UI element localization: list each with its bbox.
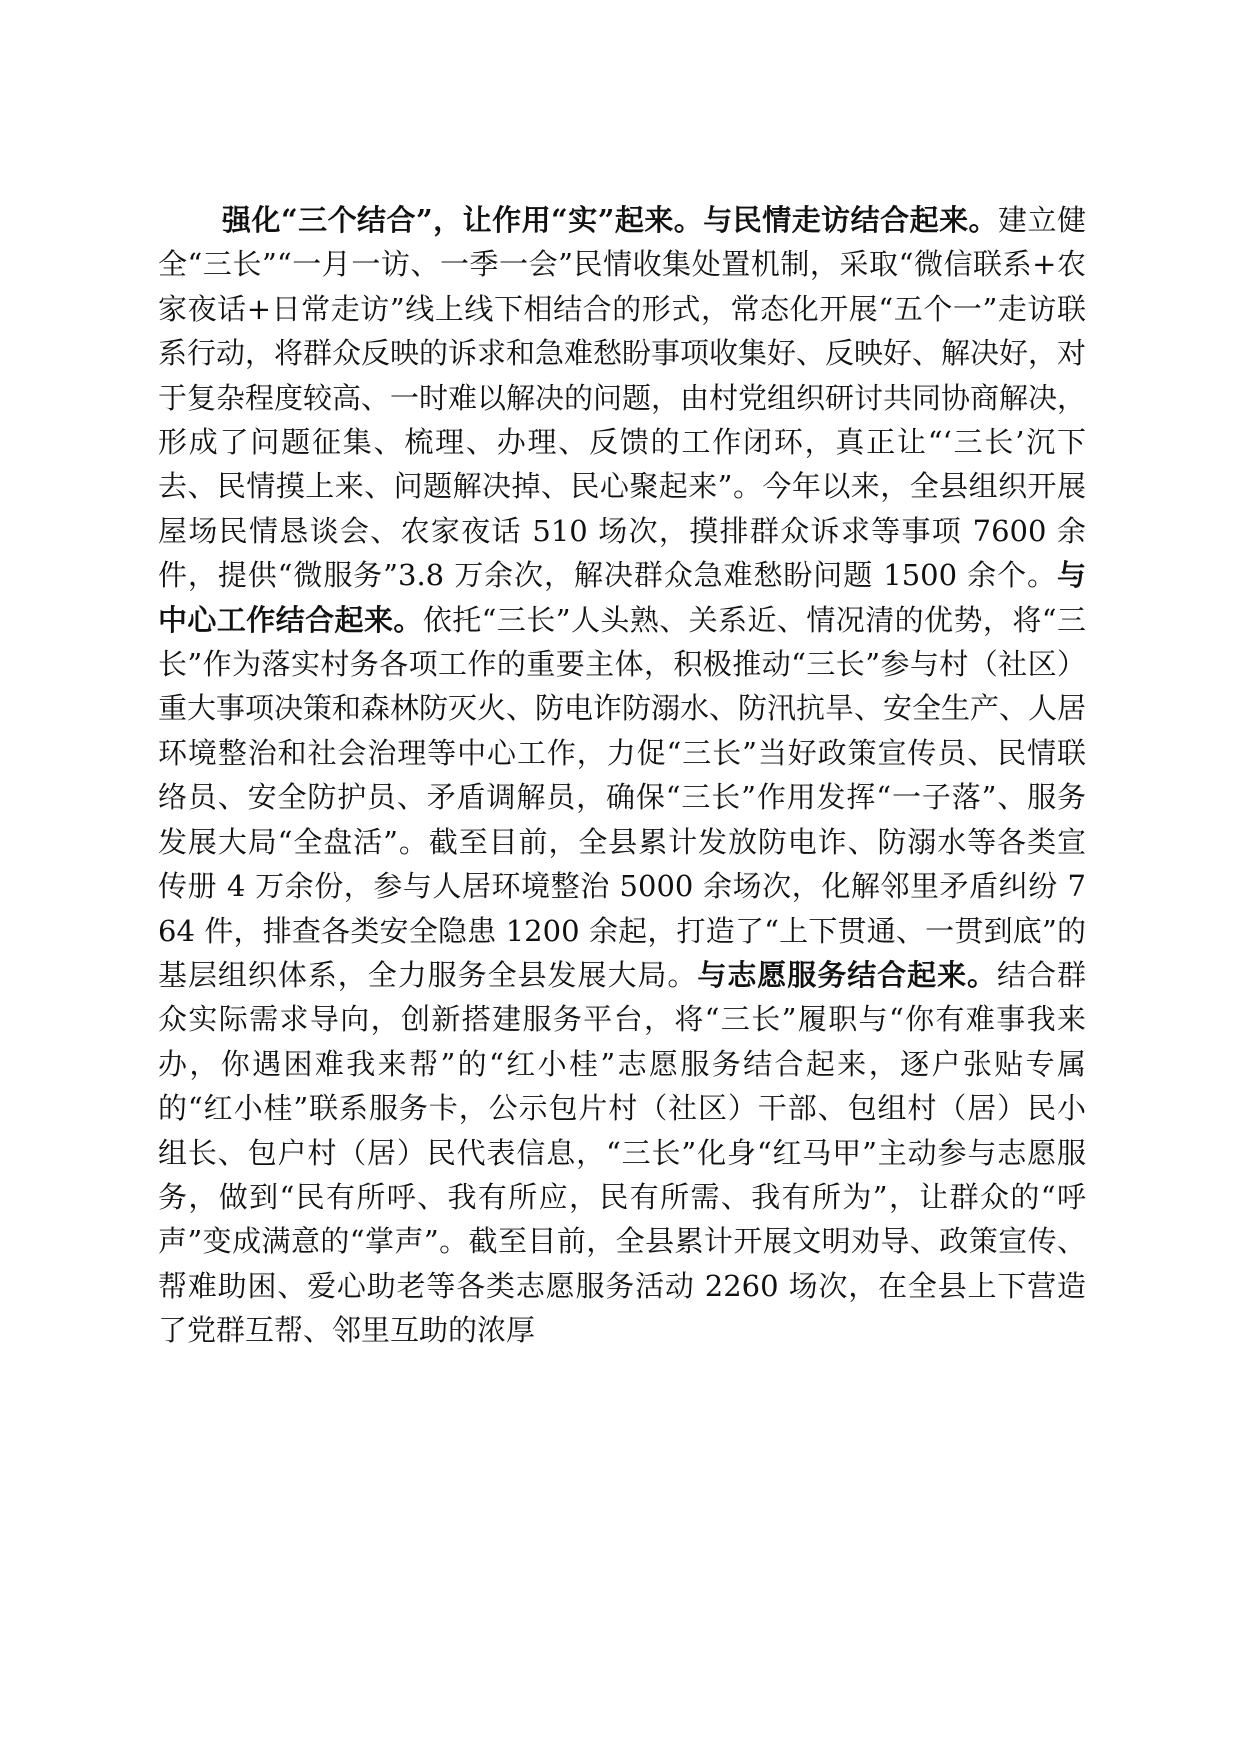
text-volunteer: 结合群众实际需求导向，创新搭建服务平台，将“三长”履职与“你有难事我来办，你遇困难我来帮”的“红小桂”志愿服务结合起来，逐户张贴专属的“红小桂”联系服务卡，公示包片村（社区）干部、包组村（居）民小组长、包户村（居）民代表信息，“三长”化身“红马甲”主动参与志愿服务，做到“民有所呼、我有所应，民有所需、我有所为”，让群众的“呼声”变成满意的“掌声”。截至目前，全县累计开展文明劝导、政策宣传、帮难助困、爱心助老等各类志愿服务活动 2260 场次，在全县上下营造了党群互帮、邻里互助的浓厚: [158, 957, 1086, 1348]
text-visits: 建立健全“三长”“一月一访、一季一会”民情收集处置机制，采取“微信联系+农家夜话+日常走访”线上线下相结合的形式，常态化开展“五个一”走访联系行动，将群众反映的诉求和急难愁盼事项收集好、反映好、解决好，对于复杂程度较高、一时难以解决的问题，由村党组织研讨共同协商解决，形成了问题征集、梳理、办理、反馈的工作闭环，真正让“‘三长’沉下去、民情摸上来、问题解决掉、民心聚起来”。今年以来，全县组织开展屋场民情恳谈会、农家夜话 510 场次，摸排群众诉求等事项 7600 余件，提供“微服务”3.8 万余次，解决群众急难愁盼问题 1500 余个。: [158, 203, 1087, 593]
heading-central-work: 与中心工作结合起来。: [158, 558, 1086, 637]
heading-three-combinations: 强化“三个结合”，让作用“实”起来。与民情走访结合起来。: [222, 203, 999, 237]
heading-volunteer: 与志愿服务结合起来。: [697, 957, 998, 992]
document-page: [158, 198, 1086, 1353]
body-paragraph: [158, 198, 1086, 1353]
text-central-work: 依托“三长”人头熟、关系近、情况清的优势，将“三长”作为落实村务各项工作的重要主体，积极推动“三长”参与村（社区）重大事项决策和森林防灭火、防电诈防溺水、防汛抗旱、安全生产、人居环境整治和社会治理等中心工作，力促“三长”当好政策宣传员、民情联络员、安全防护员、矛盾调解员，确保“三长”作用发挥“一子落”、服务发展大局“全盘活”。截至目前，全县累计发放防电诈、防溺水等各类宣传册 4 万余份，参与人居环境整治 5000 余场次，化解邻里矛盾纠纷 764 件，排查各类安全隐患 1200 余起，打造了“上下贯通、一贯到底”的基层组织体系，全力服务全县发展大局。: [158, 602, 1087, 992]
